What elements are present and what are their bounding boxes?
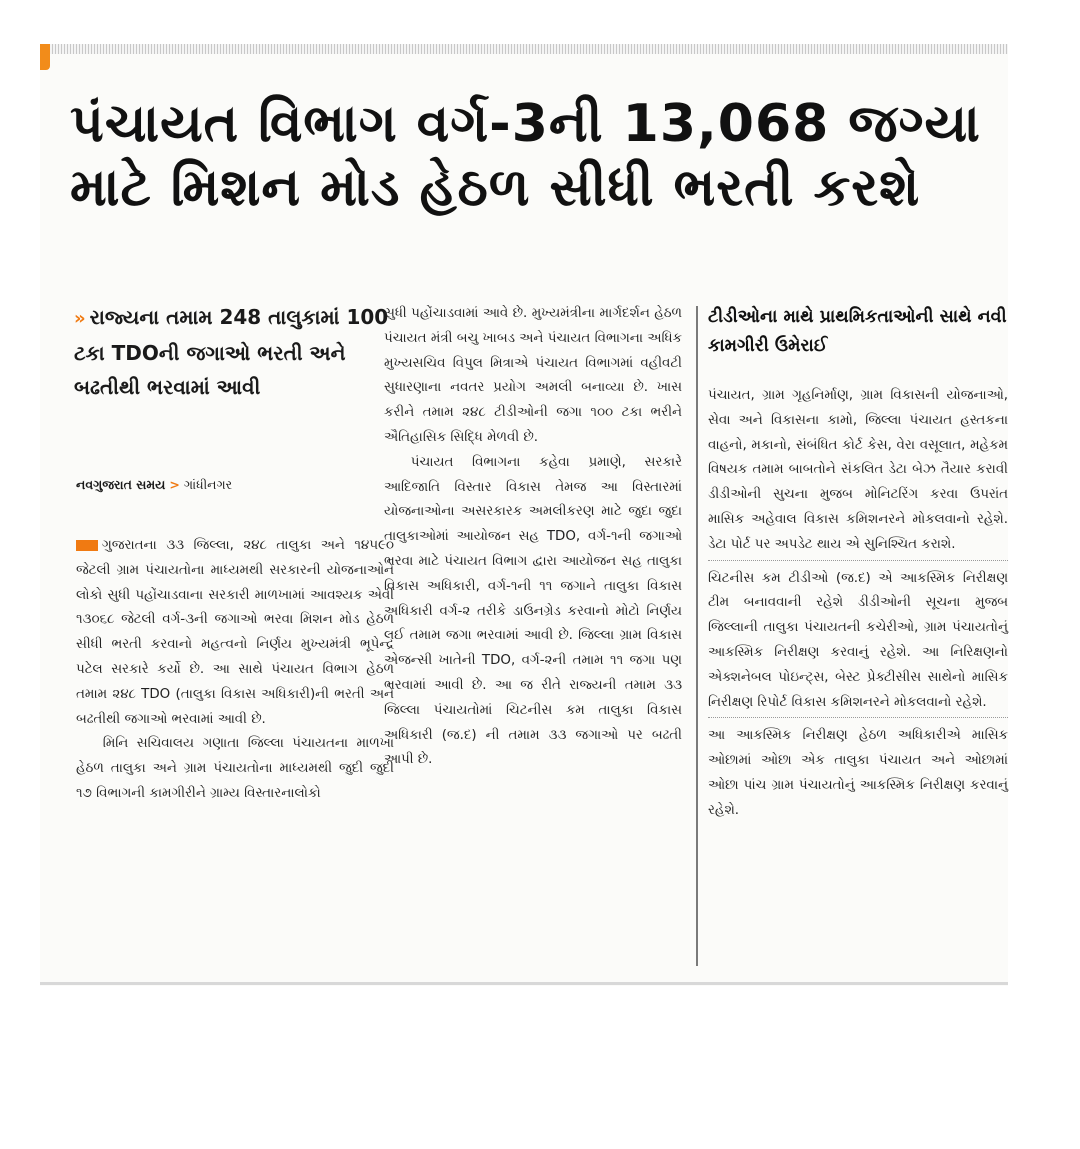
dotted-separator (708, 717, 1008, 718)
body-paragraph: સુધી પહોંચાડવામાં આવે છે. મુખ્યમંત્રીના માર્ગદર્શન હેઠળ પંચાયત મંત્રી બચુ ખાબડ અને પંચાયત વિભાગના અધિક મુખ્યસચિવ વિપુલ મિત્રાએ પંચાયત વિભાગમાં વહીવટી સુધારણાના નવતર પ્રયોગ અમલી બનાવ્યા છે. ખાસ કરીને તમામ ૨૪૮ ટીડીઓની જગા ૧૦૦ ટકા ભરીને ઐતિહાસિક સિદ્ધિ મેળવી છે. (384, 306, 682, 445)
dateline-place: ગાંધીનગર (183, 477, 233, 492)
lead-summary (74, 300, 394, 404)
headline-line-2: માટે મિશન મોડ હેઠળ સીધી ભરતી કરશે (70, 158, 921, 218)
sidebar-paragraph: પંચાયત, ગ્રામ ગૃહનિર્માણ, ગ્રામ વિકાસની યોજનાઓ, સેવા અને વિકાસના કામો, જિલ્લા પંચાયત હસ્તકના વાહનો, મકાનો, સંબંધિત કોર્ટ કેસ, વેરા વસૂલાત, મહેકમ વિષયક તમામ બાબતોને સંકલિત ડેટા બેઝ તૈયાર કરાવી ડીડીઓની સુચના મુજબ મોનિટરિંગ કરવા ઉપરાંત માસિક અહેવાલ વિકાસ કમિશનરને મોકલવાનો રહેશે. ડેટા પોર્ટ પર અપડેટ થાય એ સુનિશ્ચિત કરાશે. (708, 388, 1008, 552)
lead-text: રાજ્યના તમામ 248 તાલુકામાં 100 ટકા TDOની જગાઓ ભરતી અને બઢતીથી ભરવામાં આવી (74, 305, 389, 399)
publication-name: નવગુજરાત સમય (76, 477, 166, 492)
body-column-1 (76, 534, 394, 807)
headline (70, 92, 990, 220)
top-rule (40, 44, 1008, 54)
bottom-rule (40, 982, 1008, 985)
byline (76, 477, 232, 493)
headline-line-1: પંચાયત વિભાગ વર્ગ-3ની 13,068 જગ્યા (70, 94, 981, 154)
body-column-2 (384, 302, 682, 773)
body-paragraph: મિનિ સચિવાલય ગણાતા જિલ્લા પંચાયતના માળખા હેઠળ તાલુકા અને ગ્રામ પંચાયતોના માધ્યમથી જુદી જુદી ૧૭ વિભાગની કામગીરીને ગ્રામ્ય વિસ્તારનાલોકો (76, 736, 394, 801)
sidebar-paragraph: આ આકસ્મિક નિરીક્ષણ હેઠળ અધિકારીએ માસિક ઓછામાં ઓછા એક તાલુકા પંચાયત અને ઓછામાં ઓછા પાંચ ગ્રામ પંચાયતોનું આકસ્મિક નિરીક્ષણ કરવાનું રહેશે. (708, 728, 1008, 818)
dotted-separator (708, 560, 1008, 561)
newspaper-clipping (40, 44, 1008, 986)
sidebar-heading: ટીડીઓના માથે પ્રાથમિકતાઓની સાથે નવી કામગીરી ઉમેરાઈ (708, 307, 1007, 356)
sidebar-column (708, 384, 1008, 824)
column-divider (696, 306, 698, 966)
double-chevron-icon: » (74, 308, 86, 329)
sidebar-paragraph: ચિટનીસ કમ ટીડીઓ (જ.દ) એ આકસ્મિક નિરીક્ષણ ટીમ બનાવવાની રહેશે ડીડીઓની સૂચના મુજબ જિલ્લાની તાલુકા પંચાયતની કચેરીઓ, ગ્રામ પંચાયતોનું આકસ્મિક નિરીક્ષણ કરવાનું રહેશે. આ નિરિક્ષણનો એક્શનેબલ પોઇન્ટ્સ, બેસ્ટ પ્રેક્ટીસીસ સાથેનો માસિક નિરીક્ષણ રિપોર્ટ વિકાસ કમિશનરને મોકલવાનો રહેશે. (708, 570, 1008, 710)
body-paragraph: પંચાયત વિભાગના કહેવા પ્રમાણે, સરકારે આદિજાતિ વિસ્તાર વિકાસ તેમજ આ વિસ્તારમાં યોજનાઓના અસરકારક અમલીકરણ માટે જુદા જુદા તાલુકાઓમાં આયોજન સહ TDO, વર્ગ-૧ની જગાઓ ભરવા માટે પંચાયત વિભાગ દ્વારા આયોજન સહ તાલુકા વિકાસ અધિકારી, વર્ગ-૧ની ૧૧ જગાને તાલુકા વિકાસ અધિકારી વર્ગ-૨ તરીકે ડાઉનગ્રેડ કરવાનો મોટો નિર્ણય લઈ તમામ જગા ભરવામાં આવી છે. જિલ્લા ગ્રામ વિકાસ એજન્સી ખાતેની TDO, વર્ગ-૨ની તમામ ૧૧ જગા પણ ભરવામાં આવી છે. આ જ રીતે રાજ્યની તમામ ૩૩ જિલ્લા પંચાયતોમાં ચિટનીસ કમ તાલુકા વિકાસ અધિકારી (જ.દ) ની તમામ ૩૩ જગાઓ પર બઢતી આપી છે. (384, 454, 682, 768)
body-paragraph: ગુજરાતના ૩૩ જિલ્લા, ૨૪૮ તાલુકા અને ૧૪૫૯૦ જેટલી ગ્રામ પંચાયતોના માધ્યમથી સરકારની યોજનાઓને લોકો સુધી પહોંચાડવાના સરકારી માળખામાં આવશ્યક એવી ૧૩૦૬૮ જેટલી વર્ગ-૩ની જગાઓ ભરવા મિશન મોડ હેઠળ સીધી ભરતી કરવાનો મહત્વનો નિર્ણય મુખ્યમંત્રી ભૂપેન્દ્ર પટેલ સરકારે કર્યો છે. આ સાથે પંચાયત વિભાગ હેઠળ તમામ ૨૪૮ TDO (તાલુકા વિકાસ અધિકારી)ની ભરતી અને બઢતીથી જગાઓ ભરવામાં આવી છે. (76, 538, 394, 727)
orange-corner-mark (40, 44, 50, 70)
section-marker-icon (76, 540, 98, 551)
byline-separator: > (169, 477, 180, 492)
